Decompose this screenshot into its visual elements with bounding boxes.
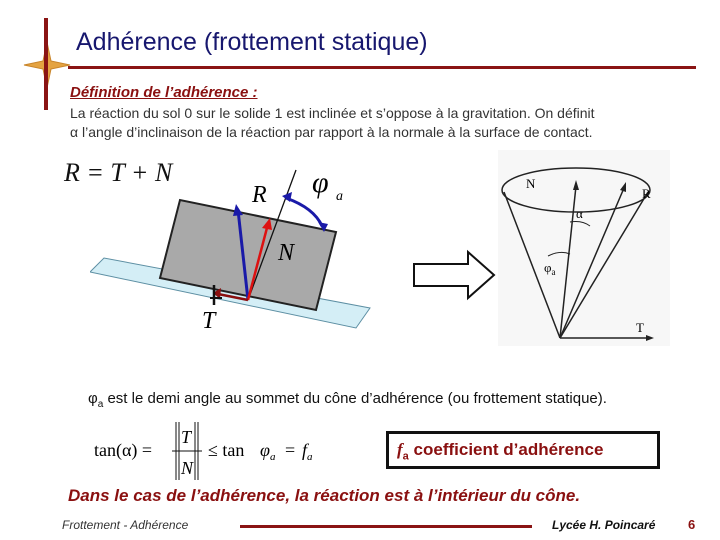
- vector-sum-formula: R = T + N: [64, 158, 173, 187]
- cone-T-label: T: [636, 320, 644, 335]
- cone-phi-sub: a: [551, 267, 556, 277]
- left-accent-rule: [44, 18, 48, 110]
- phi-symbol: φ: [88, 390, 98, 407]
- phi-arc: [286, 198, 322, 226]
- intro-paragraph: [70, 104, 700, 142]
- footer-left-text: Frottement - Adhérence: [62, 518, 189, 532]
- N-label: N: [278, 240, 295, 266]
- page-number: 6: [688, 517, 696, 532]
- coefficient-label: [397, 440, 603, 462]
- tan-leq: ≤ tan: [208, 440, 245, 460]
- conclusion-text: Dans le cas de l’adhérence, la réaction est à l’intérieur du cône.: [68, 486, 581, 505]
- tan-formula: [90, 416, 330, 484]
- cone-R-label: R: [642, 186, 651, 201]
- coefficient-box: [386, 431, 660, 469]
- tan-lhs: tan(α) =: [94, 440, 153, 460]
- footer-divider: [240, 525, 532, 528]
- phi-caption: [88, 390, 607, 410]
- phi-label: φ: [312, 166, 329, 199]
- cone-N-label: N: [526, 176, 536, 191]
- tan-phi: [260, 440, 276, 463]
- title-divider: [68, 66, 696, 69]
- definition-heading: Définition de l’adhérence :: [70, 84, 258, 101]
- R-label: R: [252, 182, 267, 208]
- tan-phi-sub: a: [269, 451, 276, 463]
- intro-line-1: La réaction du sol 0 sur le solide 1 est inclinée et s’oppose à la gravitation. On définit: [70, 105, 595, 121]
- T-label: T: [202, 308, 216, 334]
- tan-f: [302, 440, 313, 463]
- intro-line-2: [70, 123, 700, 142]
- phi-sub: a: [97, 399, 104, 410]
- coefficient-text: coefficient d’adhérence: [408, 440, 604, 459]
- page-title: Adhérence (frottement statique): [76, 28, 428, 56]
- phi-label-sub: a: [336, 189, 343, 204]
- tan-eq: =: [285, 440, 296, 460]
- friction-cone-diagram: [498, 150, 670, 346]
- tan-T: T: [181, 427, 192, 447]
- tan-f-sub: a: [307, 451, 313, 463]
- coefficient-sub: a: [402, 450, 409, 463]
- phi-caption-text: est le demi angle au sommet du cône d’adhérence (ou frottement statique).: [103, 390, 607, 407]
- tan-N: N: [181, 458, 194, 478]
- tan-f-symbol: f: [302, 440, 308, 460]
- incline-diagram: [90, 160, 380, 340]
- footer-school-name: Lycée H. Poincaré: [552, 518, 656, 532]
- alpha-symbol: α: [70, 124, 79, 140]
- coefficient-f: f: [397, 440, 403, 459]
- right-arrow-icon: [412, 248, 496, 302]
- tan-phi-symbol: φ: [260, 440, 270, 460]
- cone-alpha-label: α: [576, 206, 583, 221]
- intro-line-2-text: l’angle d’inclinaison de la réaction par rapport à la normale à la surface de contact.: [78, 124, 593, 140]
- cone-phi-symbol: φ: [544, 260, 552, 275]
- R-arrowhead: [233, 204, 243, 216]
